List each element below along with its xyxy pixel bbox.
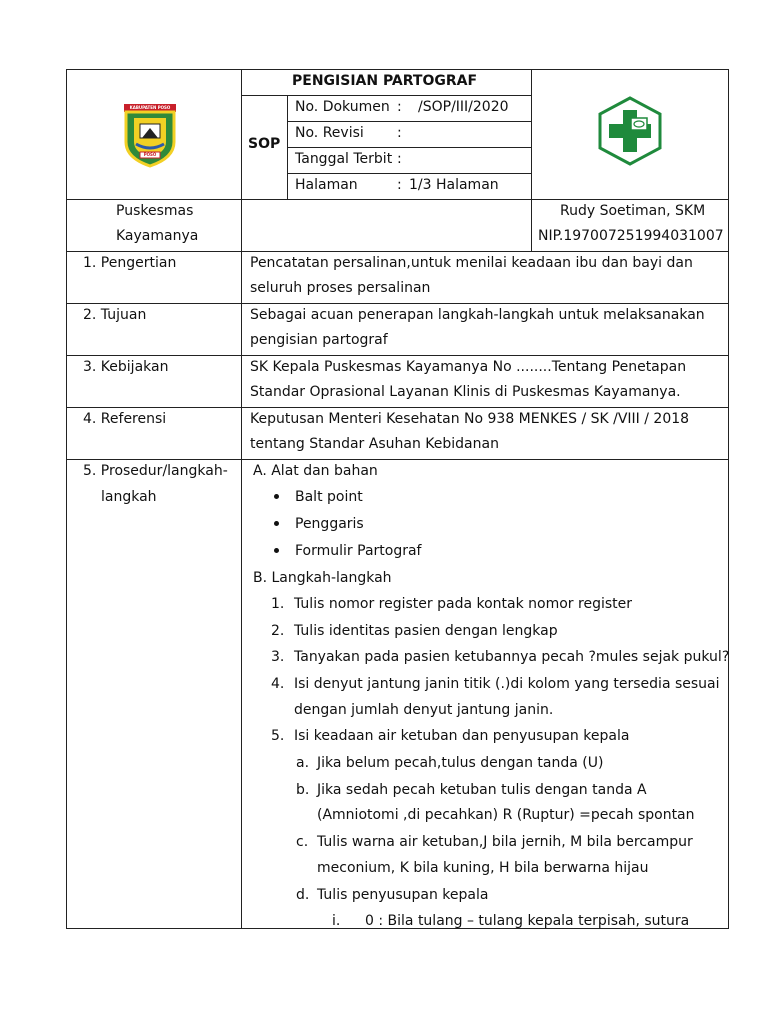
column-divider-main (241, 69, 242, 929)
substep-letter: a. (296, 755, 310, 771)
kabupaten-poso-emblem-icon (120, 96, 180, 168)
step-text: dengan jumlah denyut jantung janin. (294, 702, 554, 718)
section-label-kebijakan: 3. Kebijakan (83, 359, 169, 375)
step-number: 5. (271, 728, 285, 744)
substep-text: Tulis penyusupan kepala (317, 887, 489, 903)
substep-text: (Amniotomi ,di pecahkan) R (Ruptur) =pecah spontan (317, 807, 695, 823)
roman-text: 0 : Bila tulang – tulang kepala terpisah, sutura (365, 913, 690, 929)
column-divider-logo (531, 69, 532, 251)
section-text: Keputusan Menteri Kesehatan No 938 MENKES / SK /VIII / 2018 (250, 411, 690, 427)
org-name-line2: Kayamanya (116, 228, 199, 244)
signer-name: Rudy Soetiman, SKM (560, 203, 706, 219)
substep-letter: d. (296, 887, 310, 903)
list-item: Formulir Partograf (295, 543, 422, 559)
step-text: Tulis identitas pasien dengan lengkap (294, 623, 558, 639)
section-text: Pencatatan persalinan,untuk menilai keadaan ibu dan bayi dan (250, 255, 693, 271)
signer-nip: NIP.197007251994031007 (538, 228, 724, 244)
section-text: tentang Standar Asuhan Kebidanan (250, 436, 499, 452)
step-number: 4. (271, 676, 285, 692)
puskesmas-logo-icon (597, 96, 663, 166)
step-text: Isi keadaan air ketuban dan penyusupan kepala (294, 728, 630, 744)
section-text: SK Kepala Puskesmas Kayamanya No ........Tentang Penetapan (250, 359, 687, 375)
roman-number: i. (332, 913, 341, 929)
emblem-ribbon-text: POSO (143, 152, 157, 157)
section-text: seluruh proses persalinan (250, 280, 431, 296)
substep-text: Tulis warna air ketuban,J bila jernih, M bila bercampur (317, 834, 693, 850)
bullet-dot (274, 548, 279, 553)
section-text: Standar Oprasional Layanan Klinis di Puskesmas Kayamanya. (250, 384, 681, 400)
org-name-line1: Puskesmas (116, 203, 194, 219)
field-label-tanggal-terbit: Tanggal Terbit (295, 151, 393, 167)
bullet-dot (274, 521, 279, 526)
bullet-dot (274, 494, 279, 499)
document-title: PENGISIAN PARTOGRAF (292, 73, 478, 89)
emblem-banner-text: KABUPATEN POSO (129, 105, 171, 110)
list-item: Balt point (295, 489, 363, 505)
step-text: Tanyakan pada pasien ketubannya pecah ?mules sejak pukul? (294, 649, 730, 665)
substep-text: Jika belum pecah,tulus dengan tanda (U) (317, 755, 604, 771)
field-sep: : (397, 125, 402, 141)
section-label-referensi: 4. Referensi (83, 411, 167, 427)
list-item: Penggaris (295, 516, 364, 532)
section-label-prosedur: 5. Prosedur/langkah- (83, 463, 228, 479)
substep-text: meconium, K bila kuning, H bila berwarna hijau (317, 860, 649, 876)
section-label-prosedur-cont: langkah (101, 489, 157, 505)
sop-label: SOP (248, 136, 281, 152)
field-label-halaman: Halaman (295, 177, 358, 193)
procedure-part-a: A. Alat dan bahan (253, 463, 378, 479)
substep-letter: c. (296, 834, 309, 850)
field-label-no-revisi: No. Revisi (295, 125, 364, 141)
step-text: Isi denyut jantung janin titik (.)di kolom yang tersedia sesuai (294, 676, 720, 692)
substep-text: Jika sedah pecah ketuban tulis dengan tanda A (317, 782, 647, 798)
field-value-halaman: 1/3 Halaman (409, 177, 499, 193)
field-label-no-dokumen: No. Dokumen (295, 99, 390, 115)
section-text: Sebagai acuan penerapan langkah-langkah untuk melaksanakan (250, 307, 705, 323)
step-number: 1. (271, 596, 285, 612)
step-text: Tulis nomor register pada kontak nomor register (294, 596, 633, 612)
field-sep: : (397, 99, 402, 115)
field-sep: : (397, 151, 402, 167)
section-label-pengertian: 1. Pengertian (83, 255, 177, 271)
substep-letter: b. (296, 782, 310, 798)
step-number: 2. (271, 623, 285, 639)
step-number: 3. (271, 649, 285, 665)
procedure-part-b: B. Langkah-langkah (253, 570, 392, 586)
field-value-no-dokumen: /SOP/III/2020 (418, 99, 509, 115)
section-label-tujuan: 2. Tujuan (83, 307, 147, 323)
section-text: pengisian partograf (250, 332, 388, 348)
field-sep: : (397, 177, 402, 193)
